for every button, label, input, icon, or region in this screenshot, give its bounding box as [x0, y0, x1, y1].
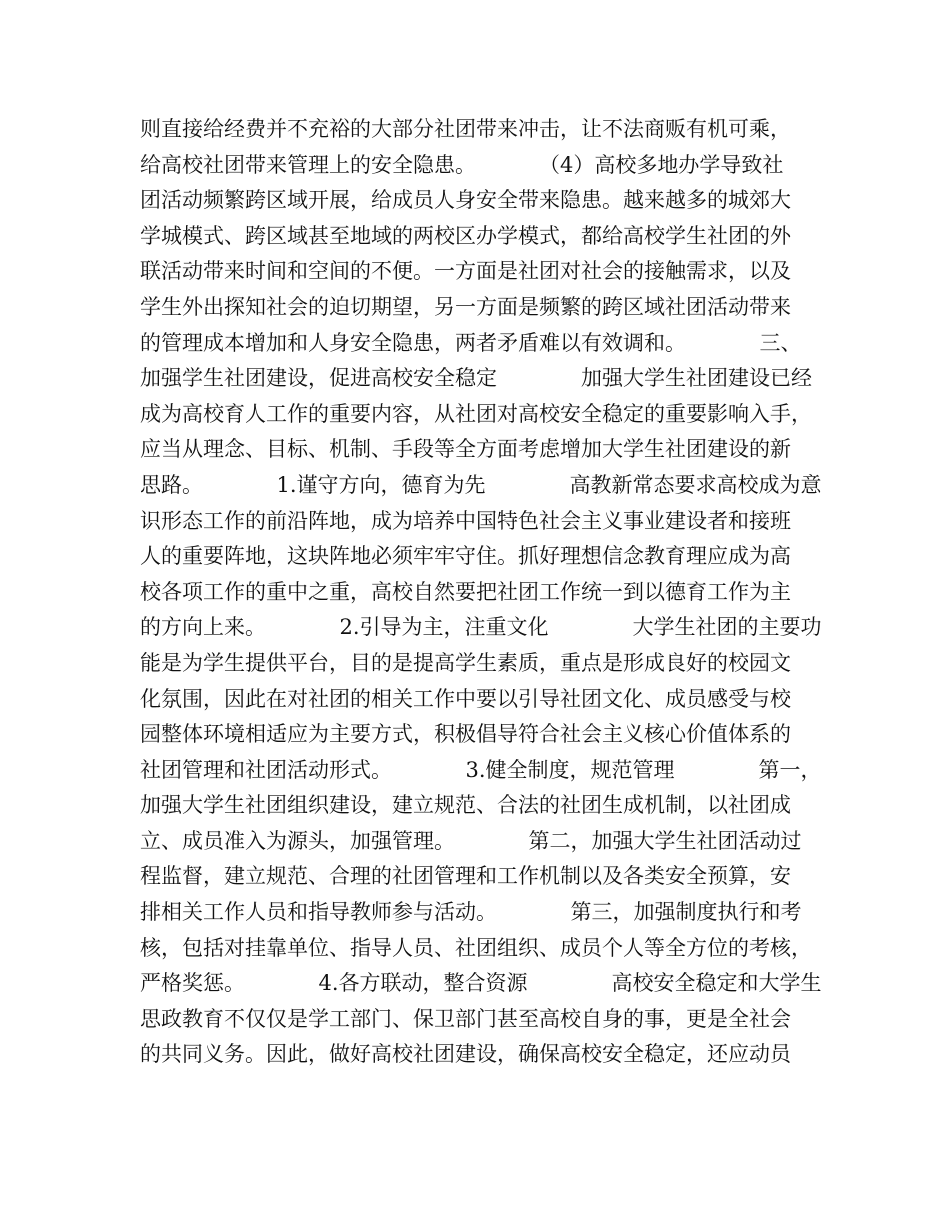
text-line: 识形态工作的前沿阵地，成为培养中国特色社会主义事业建设者和接班	[140, 508, 791, 533]
text-line: 思路。 1.谨守方向，德育为先 高教新常态要求高校成为意	[140, 472, 822, 497]
text-line: 加强学生社团建设，促进高校安全稳定 加强大学生社团建设已经	[140, 366, 812, 391]
text-line: 程监督，建立规范、合理的社团管理和工作机制以及各类安全预算，安	[140, 864, 791, 889]
text-line: 校各项工作的重中之重，高校自然要把社团工作统一到以德育工作为主	[140, 579, 791, 604]
text-line: 给高校社团带来管理上的安全隐患。 （4）高校多地办学导致社	[140, 152, 784, 177]
text-line: 园整体环境相适应为主要方式，积极倡导符合社会主义核心价值体系的	[140, 722, 791, 747]
body-text	[140, 112, 820, 1073]
text-line: 的管理成本增加和人身安全隐患，两者矛盾难以有效调和。 三、	[140, 330, 802, 355]
text-line: 的共同义务。因此，做好高校社团建设，确保高校安全稳定，还应动员	[140, 1042, 791, 1067]
text-line: 则直接给经费并不充裕的大部分社团带来冲击，让不法商贩有机可乘，	[140, 117, 791, 141]
text-line: 核，包括对挂靠单位、指导人员、社团组织、成员个人等全方位的考核，	[140, 935, 812, 960]
text-line: 思政教育不仅仅是学工部门、保卫部门甚至高校自身的事，更是全社会	[140, 1006, 791, 1031]
text-line: 社团管理和社团活动形式。 3.健全制度，规范管理 第一，	[140, 757, 822, 782]
text-line: 人的重要阵地，这块阵地必须牢牢守住。抓好理想信念教育理应成为高	[140, 544, 791, 569]
text-line: 联活动带来时间和空间的不便。一方面是社团对社会的接触需求，以及	[140, 259, 791, 284]
text-line: 化氛围，因此在对社团的相关工作中要以引导社团文化、成员感受与校	[140, 686, 791, 711]
text-line: 成为高校育人工作的重要内容，从社团对高校安全稳定的重要影响入手，	[140, 401, 812, 426]
text-line: 严格奖惩。 4.各方联动，整合资源 高校安全稳定和大学生	[140, 971, 822, 996]
text-line: 团活动频繁跨区域开展，给成员人身安全带来隐患。越来越多的城郊大	[140, 188, 791, 213]
text-line: 应当从理念、目标、机制、手段等全方面考虑增加大学生社团建设的新	[140, 437, 791, 462]
text-line: 能是为学生提供平台，目的是提高学生素质，重点是形成良好的校园文	[140, 650, 791, 675]
text-line: 学生外出探知社会的迫切期望，另一方面是频繁的跨区域社团活动带来	[140, 294, 791, 319]
text-line: 排相关工作人员和指导教师参与活动。 第三，加强制度执行和考	[140, 900, 802, 925]
text-line: 加强大学生社团组织建设，建立规范、合法的社团生成机制，以社团成	[140, 793, 791, 818]
text-line: 学城模式、跨区域甚至地域的两校区办学模式，都给高校学生社团的外	[140, 223, 791, 248]
text-line: 立、成员准入为源头，加强管理。 第二，加强大学生社团活动过	[140, 828, 802, 853]
text-line: 的方向上来。 2.引导为主，注重文化 大学生社团的主要功	[140, 615, 822, 640]
